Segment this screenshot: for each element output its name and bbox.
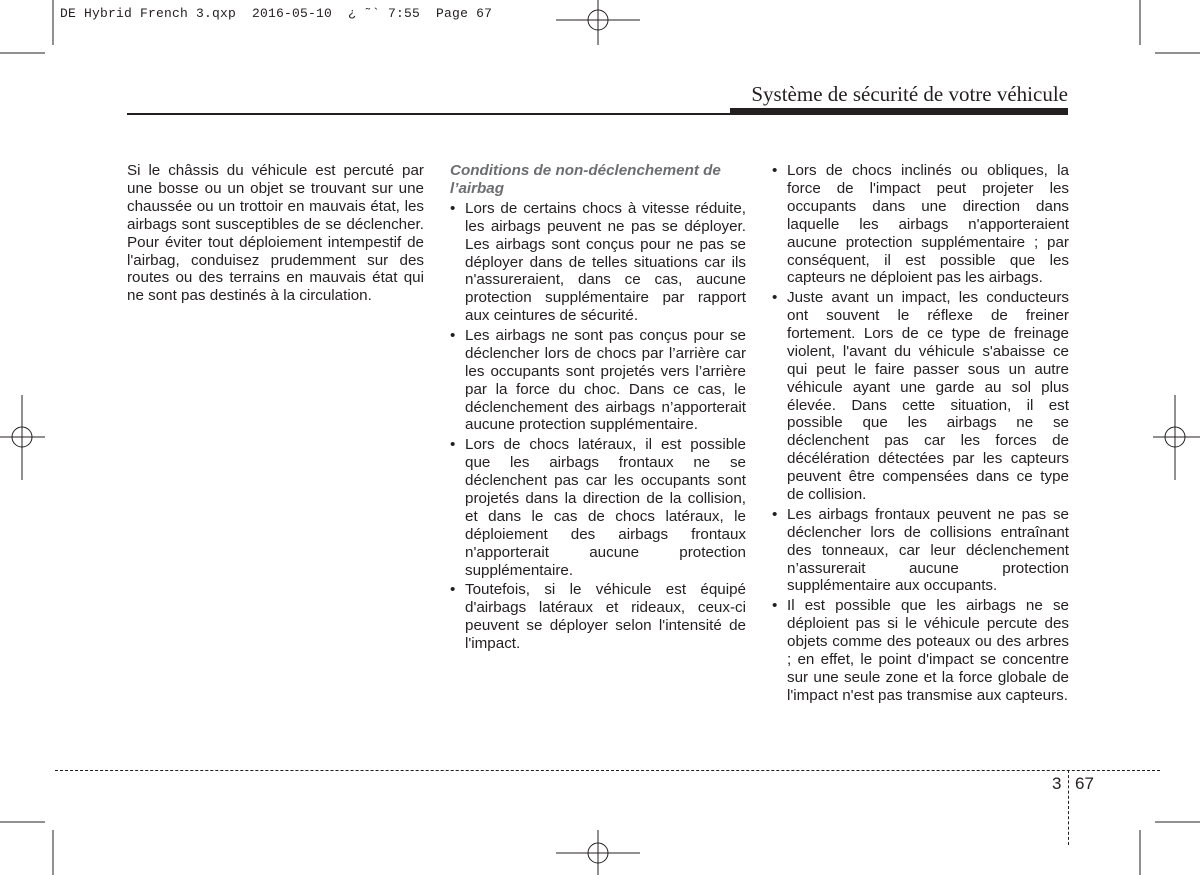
header-rule-accent [730, 108, 1068, 115]
bullet-icon: • [772, 162, 778, 179]
column-1 [127, 162, 424, 305]
body-paragraph: Si le châssis du véhicule est percuté par une bosse ou un objet se trouvant sur une chaussée ou un trottoir en mauvais état, les airbags sont susceptibles de se déclencher. Pour éviter tout déploiement intempestif de l'airbag, conduisez prudemment sur des routes ou des terrains en mauvais état qui ne sont pas destinés à la circulation. [127, 162, 424, 305]
bullet-list [450, 200, 746, 653]
list-item: • Lors de chocs latéraux, il est possible que les airbags frontaux ne se déclenchent pas car les occupants sont projetés dans la direction de la collision, et dans le cas de chocs latéraux, le déploiement des airbags frontaux n'apporterait aucune protection supplémentaire. [450, 436, 746, 579]
list-item: • Les airbags ne sont pas conçus pour se déclencher lors de chocs par l’arrière car les occupants sont projetés vers l’arrière par la force du choc. Dans ce cas, le déclenchement des airbags n’apporterait aucune protection supplémentaire. [450, 326, 746, 434]
list-item: • Lors de certains chocs à vitesse réduite, les airbags peuvent ne pas se déployer. Les airbags sont conçus pour ne pas se déployer dans de telles situations car ils n'assureraient, dans ce cas, aucune protection supplémentaire par rapport aux ceintures de sécurité. [450, 199, 746, 325]
bullet-list [772, 162, 1069, 705]
subsection-heading: Conditions de non-déclenchement de l’airbag [450, 162, 721, 197]
bullet-icon: • [772, 289, 778, 307]
list-item: • Toutefois, si le véhicule est équipé d'airbags latéraux et rideaux, ceux-ci peuvent se déployer selon l'intensité de l'impact. [450, 581, 746, 652]
print-slug: DE Hybrid French 3.qxp 2016-05-10 ¿ ˜` 7:55 Page 67 [60, 6, 493, 21]
page-number: 67 [1075, 774, 1094, 793]
bullet-icon: • [450, 436, 456, 454]
bullet-icon: • [450, 199, 456, 217]
bullet-icon: • [450, 581, 456, 599]
column-2 [450, 162, 746, 655]
column-3 [772, 162, 1069, 706]
chapter-number: 3 [1052, 774, 1062, 793]
bullet-icon: • [450, 326, 456, 344]
list-item: • Les airbags frontaux peuvent ne pas se déclencher lors de collisions entraînant des tonneaux, car leur déclenchement n’assurerait aucune protection supplémentaire aux occupants. [772, 505, 1069, 595]
bullet-icon: • [772, 505, 778, 523]
page-number-separator [1068, 770, 1069, 845]
section-title: Système de sécurité de votre véhicule [751, 82, 1068, 106]
list-item: • Il est possible que les airbags ne se déploient pas si le véhicule percute des objets comme des poteaux ou des arbres ; en effet, le point d'impact se concentre sur une seule zone et la force globale de l'impact n'est pas transmise aux capteurs. [772, 597, 1069, 704]
list-item: • Juste avant un impact, les conducteurs ont souvent le réflexe de freiner fortement. Lors de ce type de freinage violent, l'avant du véhicule s'abaisse ce qui peut le faire passer sous un autre véhicule ayant une garde au sol plus élevée. Dans cette situation, il est possible que les airbags ne se déclenchent pas car les forces de décélération détectées par les capteurs peuvent être compensées dans ce type de collision. [772, 289, 1069, 504]
bullet-icon: • [772, 597, 778, 615]
footer-rule [55, 770, 1160, 771]
list-item: • Lors de chocs inclinés ou obliques, la force de l'impact peut projeter les occupants dans une direction dans laquelle les airbags n'apporteraient aucune protection supplémentaire ; par conséquent, il est possible que les capteurs ne déploient pas les airbags. [772, 162, 1069, 287]
